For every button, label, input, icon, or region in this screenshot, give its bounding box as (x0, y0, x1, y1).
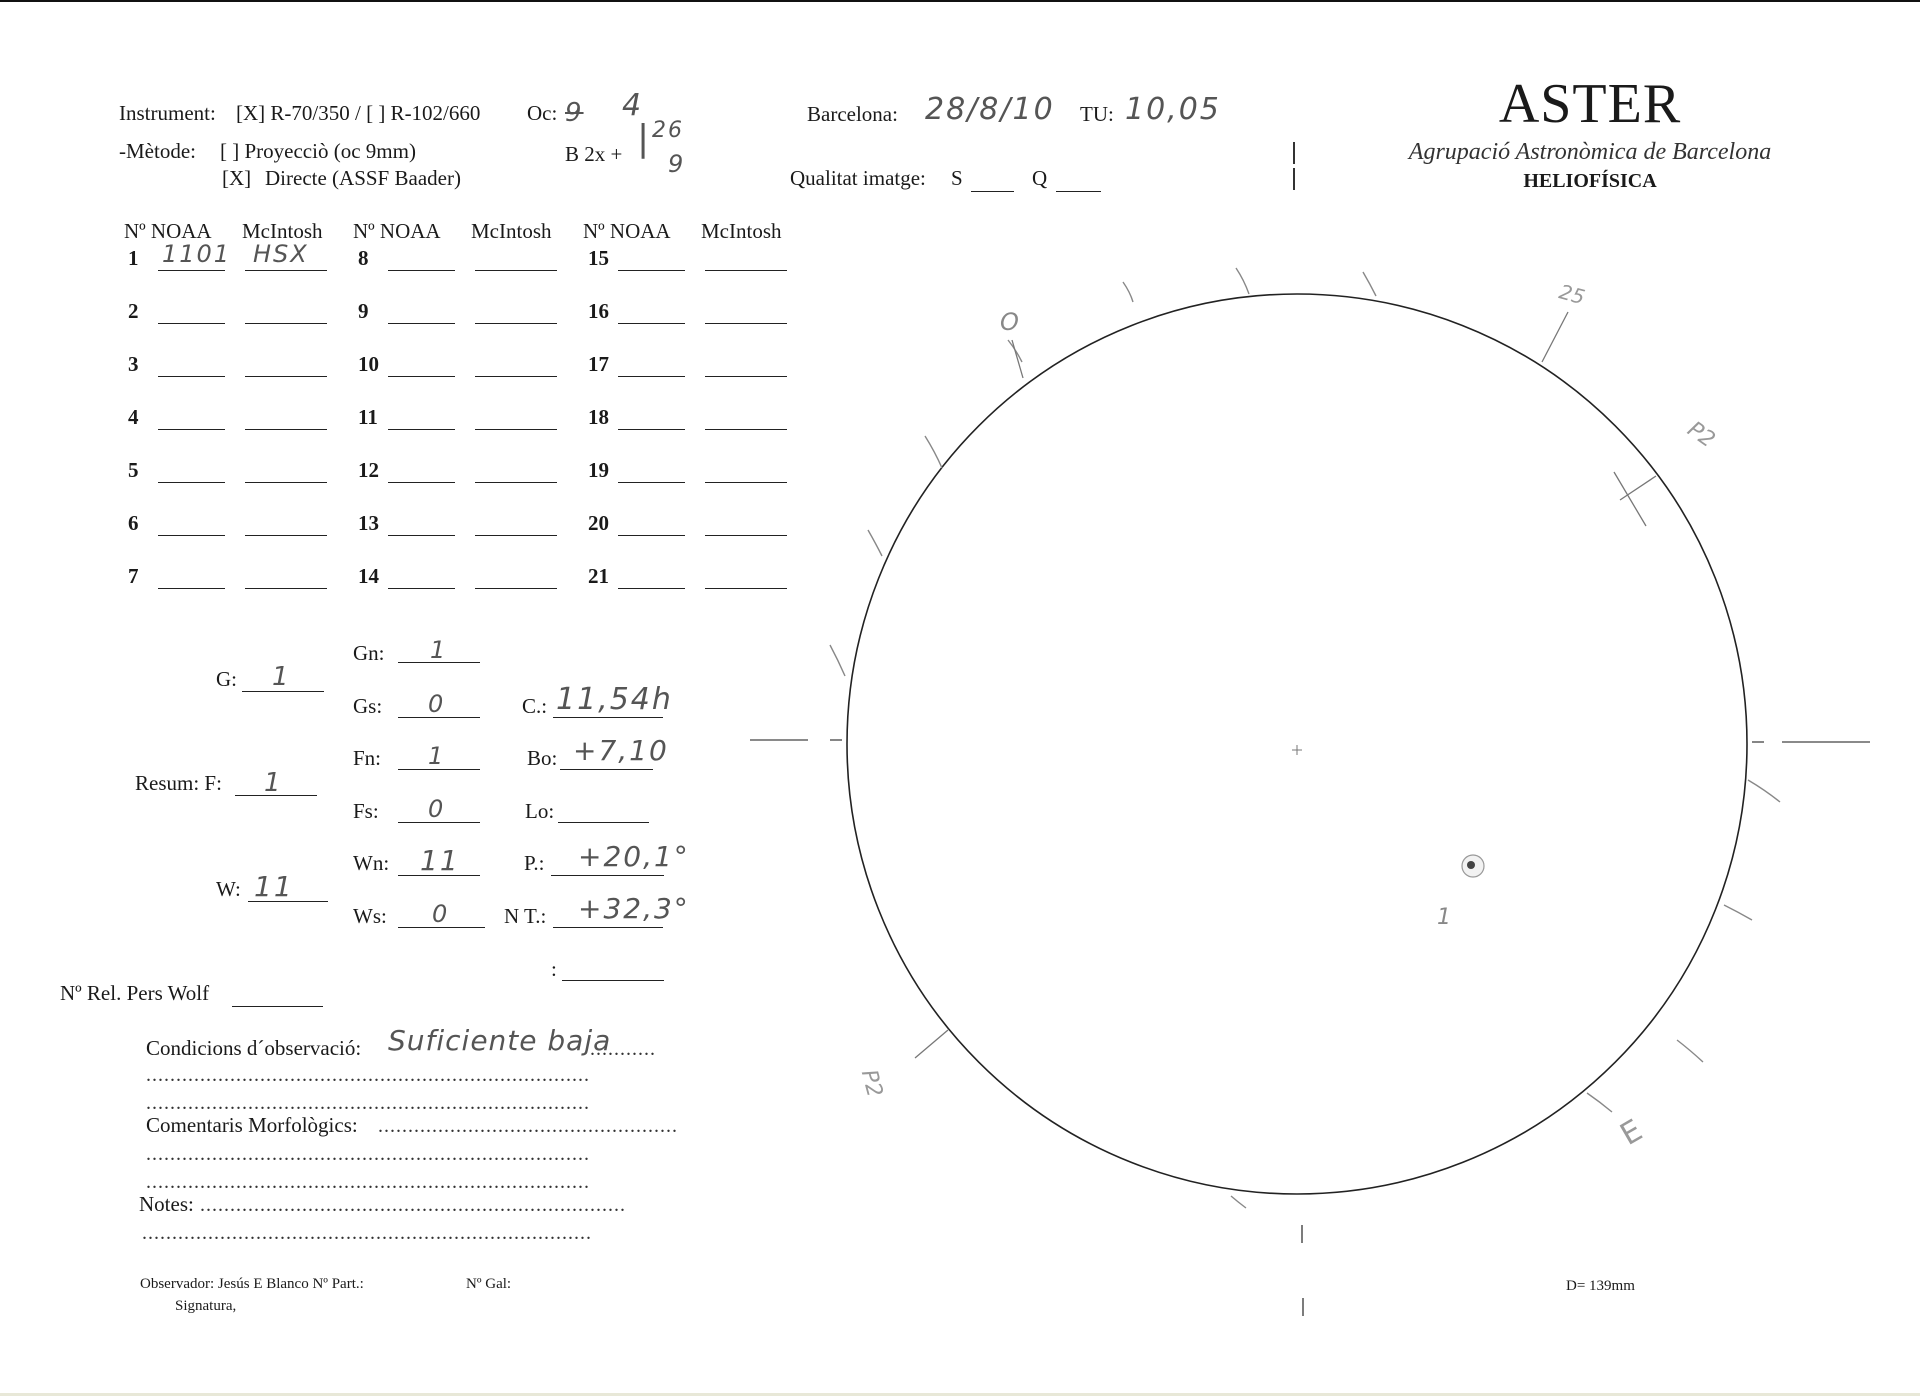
b2x-label: B 2x + (565, 142, 623, 166)
c-label: C.: (522, 694, 548, 718)
conditions-dots-line3: .......................................................................... (146, 1092, 590, 1114)
group-row-number: 1 (128, 246, 139, 270)
diameter-label: D= 139mm (1566, 1278, 1635, 1294)
b2x-bottom: 9 (668, 150, 686, 178)
group-row-number: 15 (588, 246, 609, 270)
oc-struck-value: 9 (565, 98, 584, 128)
group-row-number: 12 (358, 458, 379, 482)
sunspot-umbra (1467, 861, 1475, 869)
wn-value: 11 (420, 844, 460, 877)
group-row-number: 13 (358, 511, 379, 535)
wolf-label: Nº Rel. Pers Wolf (60, 981, 210, 1005)
col-header-noaa-2: Nº NOAA (353, 219, 441, 243)
group-row-number: 19 (588, 458, 609, 482)
method-direct-box: [X] (222, 166, 252, 190)
instrument-label: Instrument: (119, 101, 216, 125)
tu-label: TU: (1080, 102, 1114, 126)
morphology-dots-line2: .......................................................................... (146, 1143, 590, 1165)
notes-dots-line2: ........................................................................... (142, 1222, 592, 1244)
limb-tick (1363, 272, 1376, 296)
col-header-noaa-3: Nº NOAA (583, 219, 671, 243)
limb-tick (925, 436, 942, 468)
label-e: E (1614, 1113, 1649, 1153)
label-25: 25 (1556, 279, 1588, 310)
group-row-number: 16 (588, 299, 609, 323)
solar-disk (847, 294, 1747, 1194)
gs-label: Gs: (353, 694, 383, 718)
col-header-mcintosh-1: McIntosh (242, 219, 323, 243)
f-value: 1 (264, 768, 283, 798)
nt-label: N T.: (504, 904, 547, 928)
pa-line-p2 (1614, 472, 1646, 526)
p-value: +20,1° (578, 840, 690, 873)
group-row-number: 18 (588, 405, 609, 429)
conditions-label: Condicions d´observació: (146, 1036, 362, 1060)
label-p2-lower: P2 (855, 1066, 888, 1100)
pa-line-25 (1542, 312, 1568, 362)
bo-value: +7,10 (573, 734, 669, 767)
p-label: P.: (524, 851, 545, 875)
city-label: Barcelona: (807, 102, 898, 126)
fn-value: 1 (428, 742, 446, 770)
limb-tick (1236, 268, 1249, 294)
method-projection: [ ] Proyecciò (oc 9mm) (220, 139, 416, 163)
group-row-number: 17 (588, 352, 609, 376)
brand-logo: ASTER (1498, 73, 1682, 135)
b2x-top: 26 (652, 118, 684, 143)
group-row-number: 11 (358, 405, 378, 429)
signature-label: Signatura, (175, 1298, 237, 1314)
group-row-number: 20 (588, 511, 609, 535)
group-row-number: 21 (588, 564, 609, 588)
limb-tick (1587, 1093, 1612, 1112)
morphology-dots: .................................................. (378, 1115, 678, 1137)
group-row-number: 8 (358, 246, 369, 270)
method-label: -Mètode: (119, 139, 196, 163)
date-value: 28/8/10 (925, 92, 1055, 127)
w-value: 11 (254, 870, 294, 903)
fs-value: 0 (428, 795, 446, 823)
label-o: O (1000, 308, 1019, 336)
noaa-value: 1101 (162, 240, 232, 268)
morphology-label: Comentaris Morfològics: (146, 1113, 358, 1137)
method-direct: Directe (ASSF Baader) (265, 166, 461, 190)
quality-q: Q (1032, 166, 1048, 190)
notes-dots: ....................................................................... (200, 1194, 626, 1216)
group-row-number: 6 (128, 511, 139, 535)
gn-value: 1 (430, 636, 448, 664)
limb-tick (1231, 1196, 1246, 1208)
w-label: W: (216, 877, 241, 901)
nt-value: +32,3° (578, 892, 690, 925)
col-header-mcintosh-3: McIntosh (701, 219, 782, 243)
c-value: 11,54h (556, 682, 673, 717)
group-row-number: 9 (358, 299, 369, 323)
b2x-bracket: | (637, 118, 650, 159)
brand-section: HELIOFÍSICA (1523, 170, 1657, 192)
wn-label: Wn: (353, 851, 390, 875)
g-value: 1 (272, 662, 291, 692)
group-row-number: 2 (128, 299, 139, 323)
limb-tick (830, 645, 845, 676)
limb-tick (1677, 1040, 1703, 1062)
ws-label: Ws: (353, 904, 387, 928)
limb-tick (1724, 905, 1752, 920)
g-label: G: (216, 667, 237, 691)
morphology-dots-line3: .......................................................................... (146, 1171, 590, 1193)
tu-value: 10,05 (1125, 92, 1221, 127)
group-row-number: 14 (358, 564, 379, 588)
conditions-dots-line2: .......................................................................... (146, 1064, 590, 1086)
brand-subtitle: Agrupació Astronòmica de Barcelona (1408, 139, 1772, 165)
conditions-dots: ........... (590, 1038, 656, 1060)
lo-label: Lo: (525, 799, 555, 823)
limb-tick-marks (830, 268, 1780, 1208)
group-row-number: 5 (128, 458, 139, 482)
mcintosh-value: HSX (253, 240, 309, 268)
col-header-noaa-1: Nº NOAA (124, 219, 212, 243)
bo-label: Bo: (527, 746, 558, 770)
gal-label: Nº Gal: (466, 1276, 512, 1292)
label-p2-upper: P2 (1682, 416, 1720, 454)
resum-f-label: Resum: F: (135, 771, 222, 795)
pa-line-p2-lower (915, 1030, 948, 1058)
limb-tick (1748, 780, 1780, 802)
instrument-options: [X] R-70/350 / [ ] R-102/660 (236, 101, 481, 125)
group-row-number: 7 (128, 564, 139, 588)
fn-label: Fn: (353, 746, 382, 770)
group-row-number: 4 (128, 405, 139, 429)
gs-value: 0 (428, 690, 446, 718)
col-header-mcintosh-2: McIntosh (471, 219, 552, 243)
quality-label: Qualitat imatge: (790, 166, 926, 190)
limb-tick (1123, 282, 1133, 302)
limb-tick (868, 530, 882, 556)
gn-label: Gn: (353, 641, 385, 665)
fs-label: Fs: (353, 799, 379, 823)
conditions-value: Suficiente baja (388, 1024, 612, 1057)
group-row-number: 10 (358, 352, 379, 376)
extra-colon-label: : (551, 957, 557, 981)
oc-value: 4 (622, 88, 644, 123)
observer-line: Observador: Jesús E Blanco Nº Part.: (140, 1276, 364, 1292)
sunspot-group-label: 1 (1437, 905, 1451, 930)
oc-label: Oc: (527, 101, 558, 125)
ws-value: 0 (432, 900, 450, 928)
pa-line-o (1012, 340, 1023, 378)
group-row-number: 3 (128, 352, 139, 376)
quality-s: S (951, 166, 963, 190)
pa-line-p2-bar (1620, 476, 1656, 500)
notes-label: Notes: (139, 1192, 194, 1216)
